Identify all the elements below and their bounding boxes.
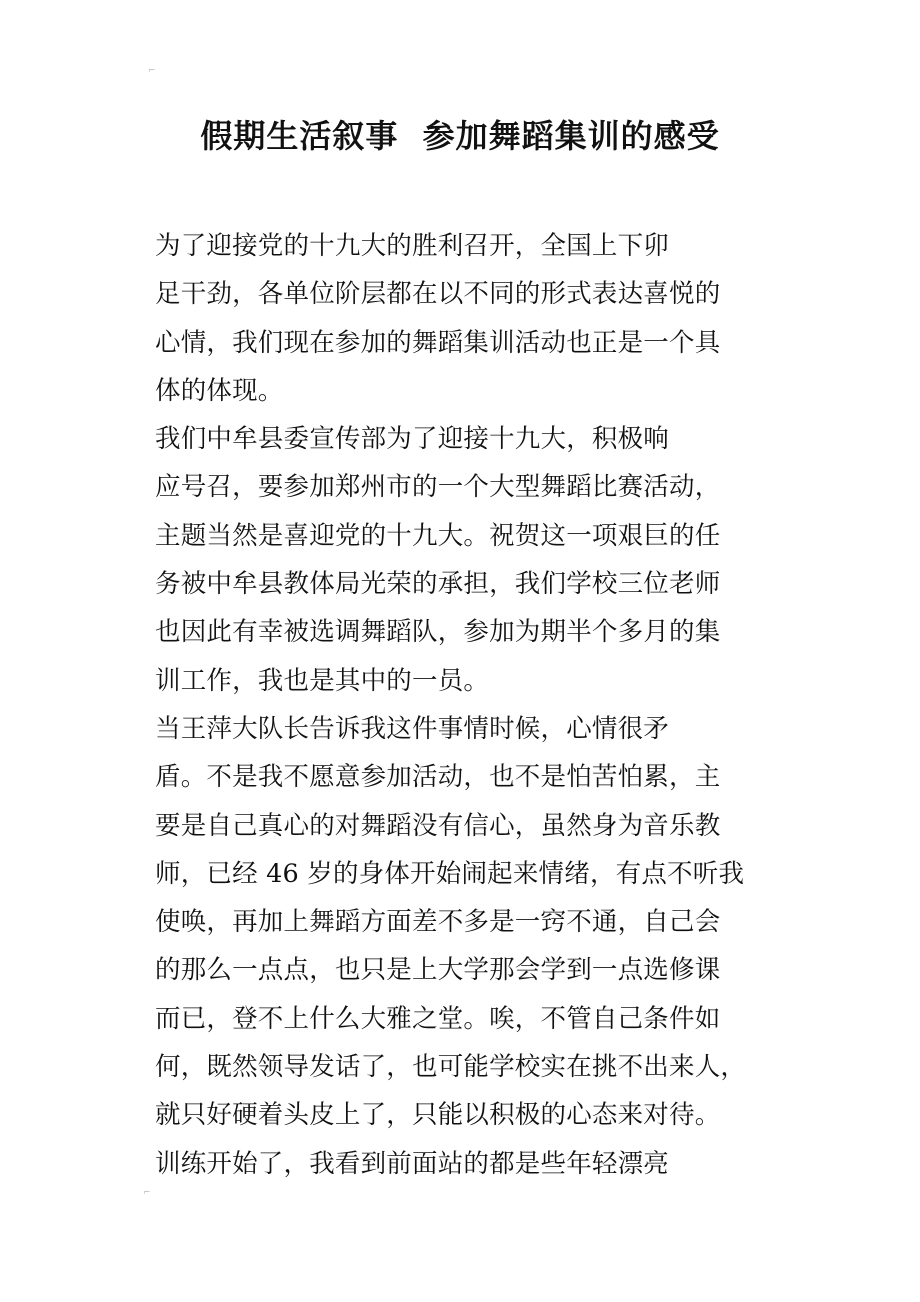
text-line: 心情，我们现在参加的舞蹈集训活动也正是一个具	[155, 327, 721, 358]
text-line: 而已，登不上什么大雅之堂。唉，不管自己条件如	[155, 1003, 721, 1034]
text-line: 何，既然领导发话了，也可能学校实在挑不出来人，	[155, 1052, 747, 1083]
text-line: 师，已经 46 岁的身体开始闹起来情绪，有点不听我	[155, 858, 745, 889]
text-line: 就只好硬着头皮上了，只能以积极的心态来对待。	[155, 1100, 721, 1131]
text-line: 的那么一点点，也只是上大学那会学到一点选修课	[155, 955, 721, 986]
text-line: 要是自己真心的对舞蹈没有信心，虽然身为音乐教	[155, 810, 721, 841]
text-line: 使唤，再加上舞蹈方面差不多是一窍不通，自己会	[155, 907, 721, 938]
paragraph	[155, 1140, 775, 1188]
document-body	[155, 222, 775, 1188]
paragraph	[155, 415, 775, 705]
paragraph	[155, 222, 775, 415]
text-line: 当王萍大队长告诉我这件事情时候，心情很矛	[155, 713, 670, 744]
text-line: 应号召，要参加郑州市的一个大型舞蹈比赛活动，	[155, 472, 721, 503]
text-line: 为了迎接党的十九大的胜利召开，全国上下卯	[155, 231, 670, 261]
text-line: 也因此有幸被选调舞蹈队，参加为期半个多月的集	[155, 617, 721, 648]
text-line: 训练开始了，我看到前面站的都是些年轻漂亮	[155, 1148, 670, 1179]
document-title: 假期生活叙事 参加舞蹈集训的感受	[200, 117, 720, 155]
corner-crop-mark-icon: ⌐	[148, 66, 156, 76]
corner-crop-mark-icon: ⌐	[143, 1188, 151, 1198]
text-line: 足干劲，各单位阶层都在以不同的形式表达喜悦的	[155, 279, 721, 310]
text-line: 主题当然是喜迎党的十九大。祝贺这一项艰巨的任	[155, 520, 721, 551]
paragraph	[155, 705, 775, 1140]
text-line: 训工作，我也是其中的一员。	[155, 665, 490, 696]
text-line: 体的体现。	[155, 375, 284, 406]
text-line: 盾。不是我不愿意参加活动，也不是怕苦怕累，主	[155, 762, 721, 793]
text-line: 务被中牟县教体局光荣的承担，我们学校三位老师	[155, 569, 721, 600]
text-line: 我们中牟县委宣传部为了迎接十九大，积极响	[155, 424, 670, 455]
